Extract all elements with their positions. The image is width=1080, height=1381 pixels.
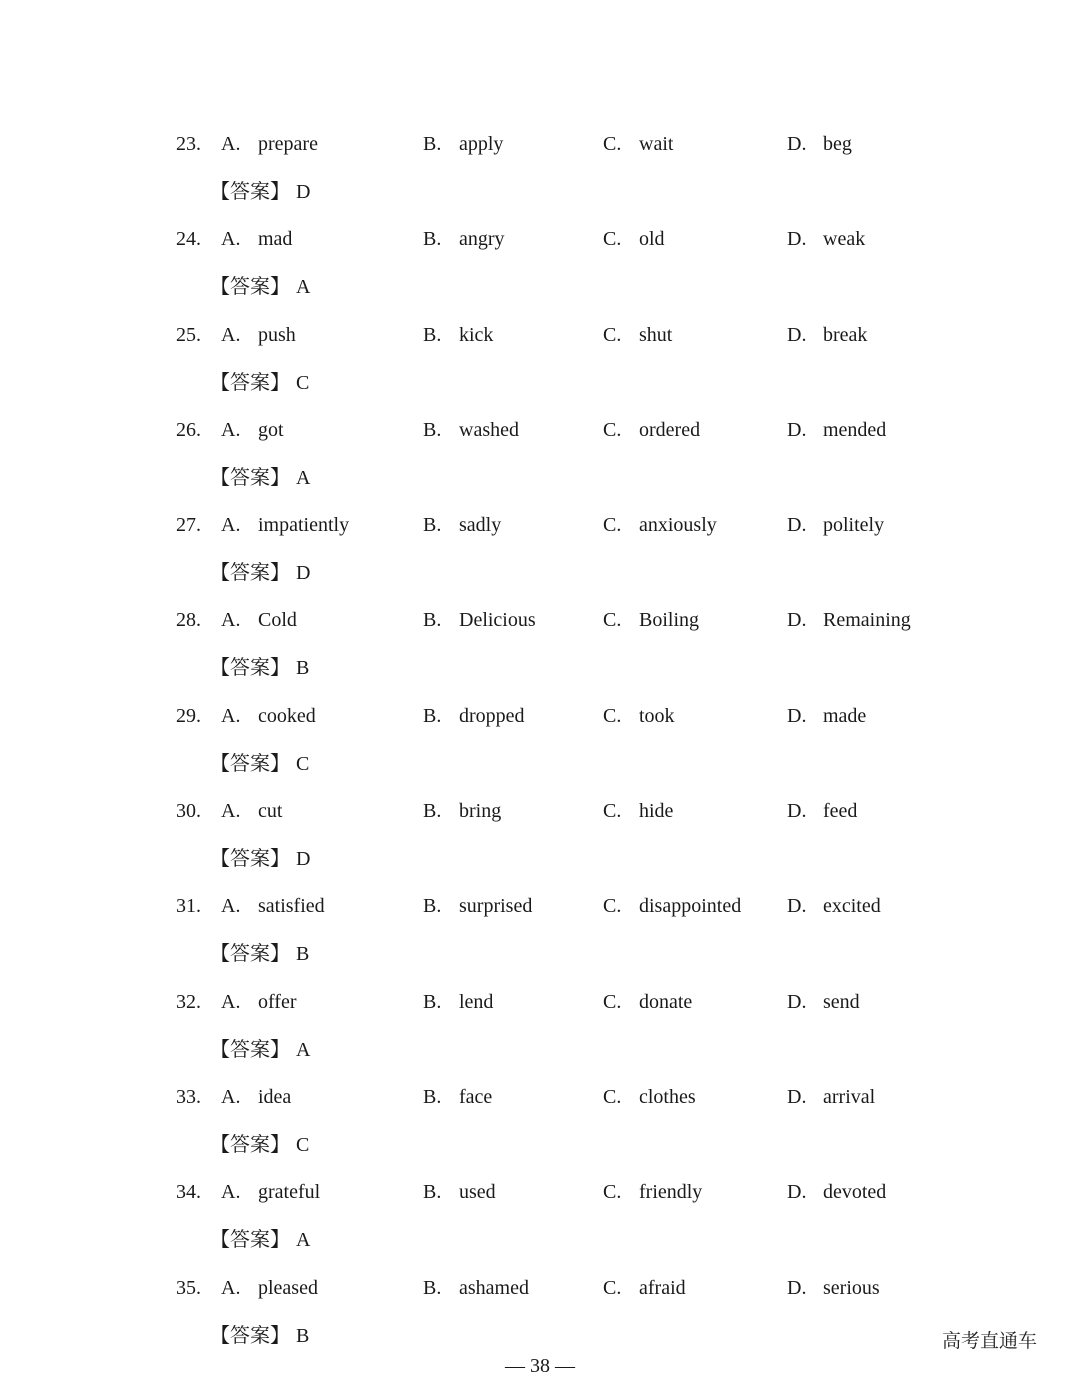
answer-label: 【答案】 (210, 846, 290, 871)
question-item (0, 120, 1080, 215)
option-d (787, 596, 911, 644)
question-number: 34. (176, 1181, 201, 1204)
option-text: friendly (639, 1181, 703, 1204)
option-text: Remaining (823, 609, 911, 632)
option-d (787, 215, 865, 263)
option-letter: B. (423, 323, 442, 346)
option-text: idea (258, 1085, 292, 1108)
option-letter: B. (423, 514, 442, 537)
question-options-row (0, 120, 1080, 168)
option-letter: D. (787, 609, 807, 632)
option-b (423, 978, 493, 1026)
question-options-row (0, 501, 1080, 549)
option-b (423, 1168, 496, 1216)
option-text: face (459, 1085, 493, 1108)
option-d (787, 501, 884, 549)
option-b (423, 501, 501, 549)
question-number: 23. (176, 133, 201, 155)
option-letter: D. (787, 990, 807, 1013)
option-letter: A. (221, 800, 241, 823)
answer-label: 【答案】 (210, 179, 290, 203)
option-letter: C. (603, 704, 622, 727)
answer-row (210, 262, 310, 310)
option-letter: B. (423, 800, 442, 823)
option-a (221, 787, 282, 835)
option-text: took (639, 704, 675, 727)
question-item (0, 215, 1080, 310)
option-d (787, 882, 881, 930)
option-text: arrival (823, 1085, 876, 1108)
option-letter: A. (221, 133, 241, 155)
option-text: prepare (258, 133, 318, 155)
option-text: donate (639, 990, 693, 1013)
question-item (0, 692, 1080, 787)
option-text: push (258, 323, 296, 346)
answer-value: B (296, 657, 310, 680)
option-letter: B. (423, 1181, 442, 1204)
option-letter: B. (423, 1085, 442, 1108)
question-options-row (0, 978, 1080, 1026)
option-text: afraid (639, 1276, 686, 1299)
option-b (423, 120, 503, 168)
option-letter: D. (787, 514, 807, 537)
question-item (0, 1073, 1080, 1168)
question-number: 24. (176, 228, 201, 251)
option-b (423, 1073, 492, 1121)
option-letter: A. (221, 1181, 241, 1204)
option-text: devoted (823, 1181, 887, 1204)
option-letter: A. (221, 1085, 241, 1108)
option-letter: C. (603, 133, 622, 155)
option-letter: B. (423, 704, 442, 727)
option-d (787, 406, 886, 454)
question-options-row (0, 1168, 1080, 1216)
option-a (221, 1073, 291, 1121)
answer-label: 【答案】 (210, 941, 290, 966)
option-letter: D. (787, 895, 807, 918)
question-number: 31. (176, 895, 201, 918)
option-b (423, 1264, 529, 1312)
answer-row (210, 1025, 310, 1073)
answer-label: 【答案】 (210, 1322, 290, 1347)
option-a (221, 406, 284, 454)
option-d (787, 1264, 880, 1312)
question-number: 27. (176, 514, 201, 537)
option-text: ordered (639, 418, 701, 441)
option-letter: D. (787, 1181, 807, 1204)
option-c (603, 787, 673, 835)
option-c (603, 1264, 686, 1312)
question-item (0, 978, 1080, 1073)
option-letter: A. (221, 514, 241, 537)
question-number: 26. (176, 418, 201, 441)
option-text: old (639, 228, 665, 251)
option-letter: D. (787, 323, 807, 346)
answer-label: 【答案】 (210, 560, 290, 585)
question-options-row (0, 596, 1080, 644)
option-text: mad (258, 228, 293, 251)
option-text: got (258, 418, 284, 441)
answer-row (210, 834, 310, 882)
option-text: satisfied (258, 895, 325, 918)
option-text: break (823, 323, 868, 346)
question-item (0, 311, 1080, 406)
question-number: 29. (176, 704, 201, 727)
answer-value: D (296, 562, 311, 585)
option-d (787, 1073, 875, 1121)
option-text: kick (459, 323, 494, 346)
option-letter: C. (603, 609, 622, 632)
option-letter: C. (603, 323, 622, 346)
question-list (0, 120, 1080, 1359)
option-letter: C. (603, 228, 622, 251)
option-text: lend (459, 990, 494, 1013)
option-letter: D. (787, 704, 807, 727)
answer-row (210, 1215, 310, 1263)
answer-row (210, 548, 310, 596)
question-options-row (0, 215, 1080, 263)
question-number: 33. (176, 1085, 201, 1108)
answer-label: 【答案】 (210, 274, 290, 299)
option-letter: A. (221, 704, 241, 727)
option-text: used (459, 1181, 496, 1204)
option-text: ashamed (459, 1276, 529, 1299)
answer-label: 【答案】 (210, 369, 290, 394)
answer-label: 【答案】 (210, 750, 290, 775)
option-a (221, 692, 316, 740)
option-d (787, 787, 857, 835)
option-letter: A. (221, 323, 241, 346)
option-c (603, 1073, 696, 1121)
option-c (603, 596, 699, 644)
question-number: 35. (176, 1276, 201, 1299)
option-letter: D. (787, 418, 807, 441)
option-c (603, 311, 672, 359)
option-letter: D. (787, 1085, 807, 1108)
question-number: 32. (176, 990, 201, 1013)
option-letter: D. (787, 1276, 807, 1299)
option-text: mended (823, 418, 887, 441)
option-text: serious (823, 1276, 880, 1299)
option-letter: C. (603, 800, 622, 823)
answer-value: B (296, 943, 310, 966)
option-b (423, 882, 532, 930)
answer-value: A (296, 466, 311, 489)
option-text: apply (459, 133, 504, 155)
option-letter: D. (787, 228, 807, 251)
answer-row (210, 929, 309, 977)
option-a (221, 501, 349, 549)
option-text: weak (823, 228, 866, 251)
option-letter: C. (603, 1181, 622, 1204)
answer-value: A (296, 276, 311, 299)
option-letter: A. (221, 895, 241, 918)
question-options-row (0, 311, 1080, 359)
option-letter: B. (423, 990, 442, 1013)
question-item (0, 406, 1080, 501)
option-letter: D. (787, 800, 807, 823)
question-item (0, 787, 1080, 882)
option-text: wait (639, 133, 674, 155)
option-d (787, 978, 860, 1026)
option-b (423, 787, 501, 835)
option-c (603, 501, 717, 549)
option-letter: B. (423, 133, 442, 155)
option-letter: B. (423, 228, 442, 251)
answer-label: 【答案】 (210, 464, 290, 489)
option-text: beg (823, 133, 852, 155)
answer-value: A (296, 1038, 311, 1061)
option-c (603, 406, 700, 454)
question-options-row (0, 1264, 1080, 1312)
option-text: surprised (459, 895, 533, 918)
option-letter: B. (423, 895, 442, 918)
option-letter: A. (221, 990, 241, 1013)
option-letter: D. (787, 133, 807, 155)
option-letter: B. (423, 609, 442, 632)
option-a (221, 1264, 318, 1312)
answer-label: 【答案】 (210, 655, 290, 680)
question-options-row (0, 787, 1080, 835)
option-letter: C. (603, 990, 622, 1013)
question-item (0, 882, 1080, 977)
option-text: offer (258, 990, 297, 1013)
option-b (423, 311, 493, 359)
option-text: grateful (258, 1181, 321, 1204)
option-c (603, 692, 675, 740)
question-item (0, 596, 1080, 691)
answer-value: C (296, 752, 310, 775)
option-c (603, 215, 665, 263)
page-number: — 38 — (505, 1355, 575, 1377)
option-text: pleased (258, 1276, 318, 1299)
answer-label: 【答案】 (210, 1131, 290, 1156)
option-text: shut (639, 323, 673, 346)
answer-row (210, 643, 309, 691)
answer-label: 【答案】 (210, 1227, 290, 1252)
option-letter: B. (423, 418, 442, 441)
question-options-row (0, 882, 1080, 930)
option-a (221, 596, 297, 644)
option-text: disappointed (639, 895, 742, 918)
option-letter: B. (423, 1276, 442, 1299)
answer-row (210, 739, 309, 787)
answer-value: A (296, 1229, 311, 1252)
option-b (423, 406, 519, 454)
option-a (221, 978, 297, 1026)
option-a (221, 311, 296, 359)
option-letter: C. (603, 895, 622, 918)
option-text: clothes (639, 1085, 696, 1108)
option-text: cooked (258, 704, 316, 727)
option-text: anxiously (639, 514, 717, 537)
option-text: sadly (459, 514, 502, 537)
option-a (221, 120, 318, 168)
option-b (423, 692, 525, 740)
option-letter: C. (603, 1085, 622, 1108)
question-number: 25. (176, 323, 201, 346)
option-text: Boiling (639, 609, 700, 632)
option-text: feed (823, 800, 858, 823)
option-text: politely (823, 514, 885, 537)
option-d (787, 1168, 886, 1216)
option-c (603, 1168, 702, 1216)
answer-value: B (296, 1324, 310, 1347)
option-text: dropped (459, 704, 525, 727)
answer-value: C (296, 371, 310, 394)
option-letter: C. (603, 514, 622, 537)
option-text: washed (459, 418, 519, 441)
option-a (221, 1168, 320, 1216)
option-letter: A. (221, 609, 241, 632)
answer-label: 【答案】 (210, 1036, 290, 1061)
option-text: cut (258, 800, 283, 823)
option-text: made (823, 704, 867, 727)
option-c (603, 882, 741, 930)
option-a (221, 215, 292, 263)
option-text: bring (459, 800, 502, 823)
answer-value: C (296, 1133, 310, 1156)
question-item (0, 501, 1080, 596)
question-number: 30. (176, 800, 201, 823)
option-text: angry (459, 228, 505, 251)
option-text: Delicious (459, 609, 536, 632)
question-options-row (0, 692, 1080, 740)
option-b (423, 215, 505, 263)
option-text: hide (639, 800, 674, 823)
option-letter: C. (603, 1276, 622, 1299)
option-c (603, 120, 673, 168)
option-text: Cold (258, 609, 297, 632)
answer-row (210, 1311, 309, 1359)
option-letter: A. (221, 418, 241, 441)
option-text: excited (823, 895, 881, 918)
option-letter: A. (221, 1276, 241, 1299)
option-c (603, 978, 692, 1026)
answer-row (210, 167, 310, 215)
option-d (787, 311, 867, 359)
option-text: impatiently (258, 514, 350, 537)
answer-value: D (296, 181, 311, 203)
answer-row (210, 358, 309, 406)
question-options-row (0, 406, 1080, 454)
answer-value: D (296, 848, 311, 871)
watermark: 高考直通车 (942, 1330, 1038, 1352)
option-d (787, 692, 866, 740)
option-letter: C. (603, 418, 622, 441)
question-item (0, 1264, 1080, 1359)
answer-row (210, 1120, 309, 1168)
option-text: send (823, 990, 860, 1013)
question-options-row (0, 1073, 1080, 1121)
option-letter: A. (221, 228, 241, 251)
option-a (221, 882, 325, 930)
question-item (0, 1168, 1080, 1263)
answer-row (210, 453, 310, 501)
question-number: 28. (176, 609, 201, 632)
option-d (787, 120, 852, 168)
option-b (423, 596, 536, 644)
